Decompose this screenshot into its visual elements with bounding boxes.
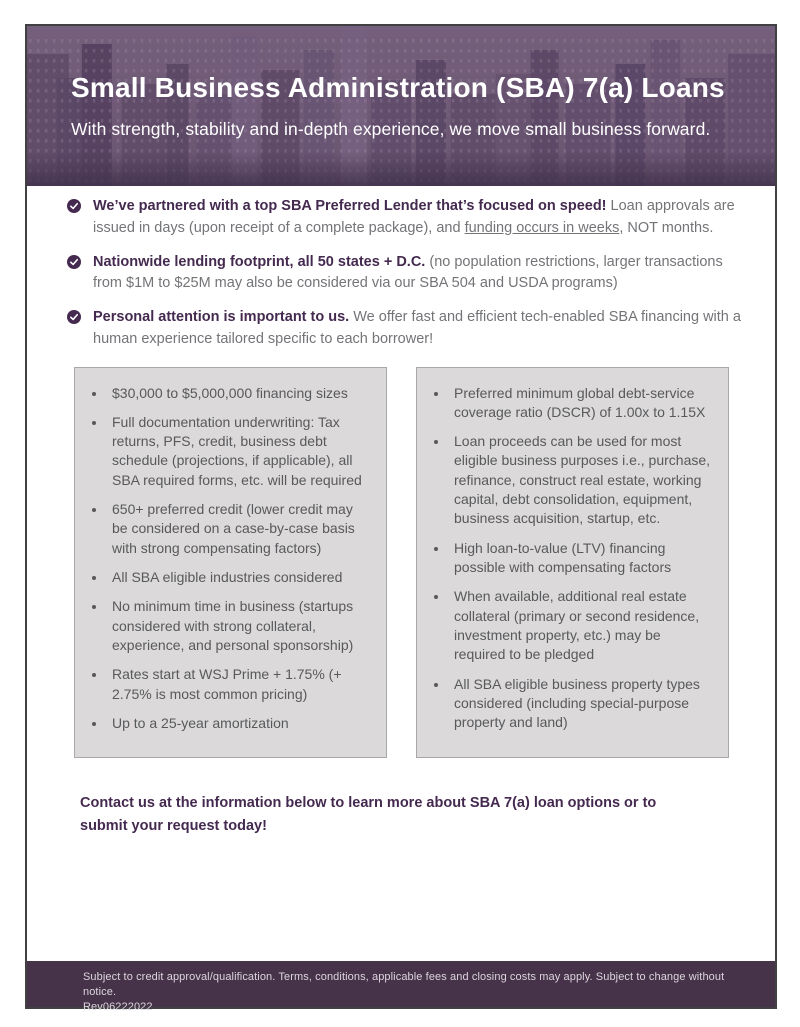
intro-bullet-body: We offer fast and efficient tech-enabled SBA financing with a human experience tailored specific to each borrower!: [93, 309, 741, 347]
hero-banner: [27, 26, 775, 186]
list-item: • All SBA eligible business property types considered (including special-purpose property and land): [449, 675, 714, 733]
right-detail-list: [427, 384, 714, 733]
intro-bullet-bold: Personal attention is important to us.: [93, 309, 350, 325]
intro-bullet-underlined: funding occurs in weeks: [464, 219, 620, 236]
check-circle-icon: [67, 310, 81, 351]
left-detail-list: [85, 384, 372, 734]
hero-text-block: [71, 72, 755, 140]
page-subtitle: With strength, stability and in-depth experience, we move small business forward.: [71, 119, 711, 140]
intro-bullet-body: Loan approvals are issued in days (upon receipt of a complete package), and: [93, 198, 735, 236]
check-circle-icon: [67, 199, 81, 240]
footer-bar: [27, 961, 775, 1013]
intro-bullet-body: (no population restrictions, larger transactions from $1M to $25M may also be considered via our SBA 504 and USDA programs): [93, 253, 723, 292]
intro-bullet-body-end: , NOT months.: [619, 219, 714, 236]
list-item: • Up to a 25-year amortization: [107, 714, 372, 733]
detail-boxes-section: [74, 367, 775, 759]
list-item: • Preferred minimum global debt-service coverage ratio (DSCR) of 1.00x to 1.15X: [449, 384, 714, 423]
list-item: • When available, additional real estate collateral (primary or second residence, investment property, etc.) may be required to be pledged: [449, 587, 714, 664]
page-title: Small Business Administration (SBA) 7(a) Loans: [71, 72, 725, 103]
disclaimer-text: Subject to credit approval/qualification. Terms, conditions, applicable fees and closing costs may apply. Subject to change without notice.: [83, 971, 725, 998]
list-item: • 650+ preferred credit (lower credit may be considered on a case-by-case basis with strong compensating factors): [107, 500, 372, 558]
intro-bullet-text: [93, 252, 749, 296]
flyer-frame: [25, 24, 777, 1013]
intro-bullet-text: [93, 196, 749, 240]
list-item: • $30,000 to $5,000,000 financing sizes: [107, 384, 372, 403]
revision-code: Rev06222022: [83, 1001, 153, 1013]
right-detail-box: [416, 367, 729, 759]
intro-bullet-speed: [67, 196, 749, 240]
list-item: • No minimum time in business (startups considered with strong collateral, experience, and personal sponsorship): [107, 597, 372, 655]
check-circle-icon: [67, 255, 81, 296]
left-detail-box: [74, 367, 387, 759]
intro-bullet-personal-attention: [67, 307, 749, 351]
intro-bullet-bold: We’ve partnered with a top SBA Preferred Lender that’s focused on speed!: [93, 198, 607, 214]
list-item: • Full documentation underwriting: Tax returns, PFS, credit, business debt schedule (projections, if applicable), all SBA required forms, etc. will be required: [107, 413, 372, 490]
list-item: • Loan proceeds can be used for most eligible business purposes i.e., purchase, refinance, construct real estate, working capital, debt consolidation, equipment, business acquisition, startup, etc.: [449, 432, 714, 529]
intro-bullet-bold: Nationwide lending footprint, all 50 states + D.C.: [93, 253, 426, 270]
intro-bullet-text: [93, 307, 749, 351]
contact-callout: Contact us at the information below to learn more about SBA 7(a) loan options or to submit your request today!: [80, 795, 657, 834]
list-item: • Rates start at WSJ Prime + 1.75% (+ 2.75% is most common pricing): [107, 665, 372, 704]
intro-bullet-footprint: [67, 252, 749, 296]
list-item: • All SBA eligible industries considered: [107, 568, 372, 587]
list-item: • High loan-to-value (LTV) financing possible with compensating factors: [449, 539, 714, 578]
intro-bullets-section: [27, 186, 775, 351]
